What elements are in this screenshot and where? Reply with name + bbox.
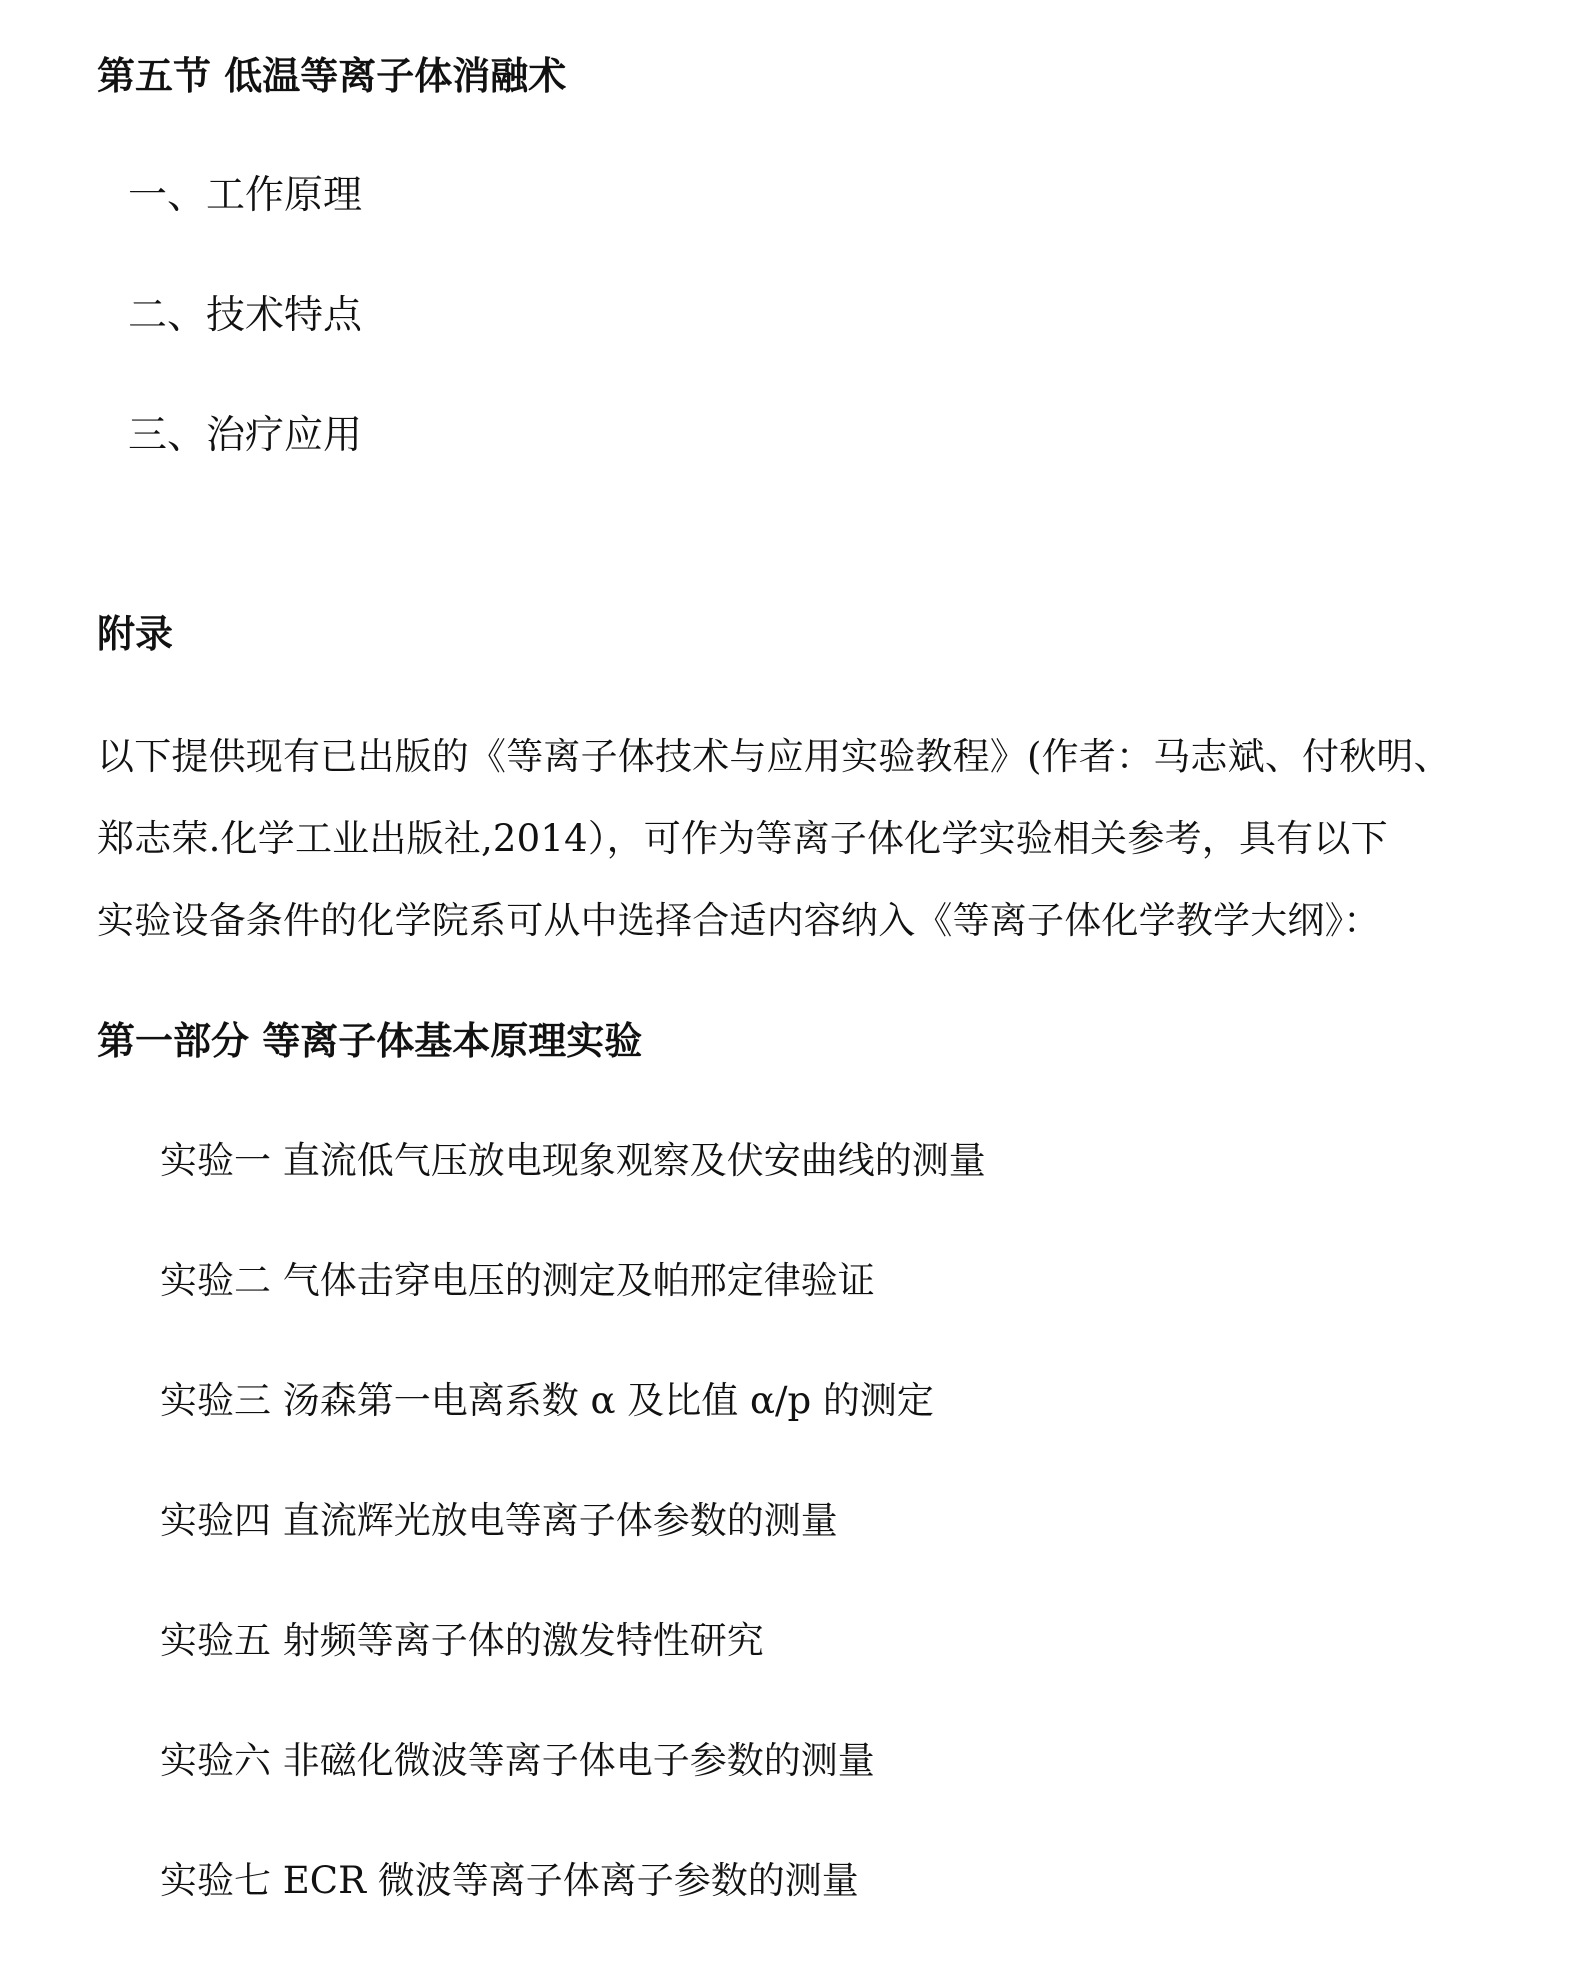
section-item-treatment-applications: 三、治疗应用 [128,413,363,458]
experiment-item: 实验一 直流低气压放电现象观察及伏安曲线的测量 [160,1139,986,1182]
experiment-item: 实验七 ECR 微波等离子体离子参数的测量 [160,1859,859,1902]
experiment-item: 实验五 射频等离子体的激发特性研究 [160,1619,764,1662]
part-one-title: 第一部分 等离子体基本原理实验 [97,1019,643,1063]
appendix-paragraph-line-1: 以下提供现有已出版的《等离子体技术与应用实验教程》(作者：马志斌、付秋明、 [97,735,1451,778]
section-item-technical-features: 二、技术特点 [128,293,363,338]
appendix-title: 附录 [97,612,174,656]
appendix-paragraph-line-3: 实验设备条件的化学院系可从中选择合适内容纳入《等离子体化学教学大纲》： [97,899,1381,942]
section-title: 第五节 低温等离子体消融术 [97,54,567,98]
section-item-working-principle: 一、工作原理 [128,173,363,218]
experiment-item: 实验四 直流辉光放电等离子体参数的测量 [160,1499,838,1542]
appendix-paragraph-line-2: 郑志荣.化学工业出版社,2014），可作为等离子体化学实验相关参考，具有以下 [97,817,1388,860]
experiment-item: 实验三 汤森第一电离系数 α 及比值 α/p 的测定 [160,1379,934,1422]
experiment-item: 实验六 非磁化微波等离子体电子参数的测量 [160,1739,875,1782]
experiment-item: 实验二 气体击穿电压的测定及帕邢定律验证 [160,1259,875,1302]
